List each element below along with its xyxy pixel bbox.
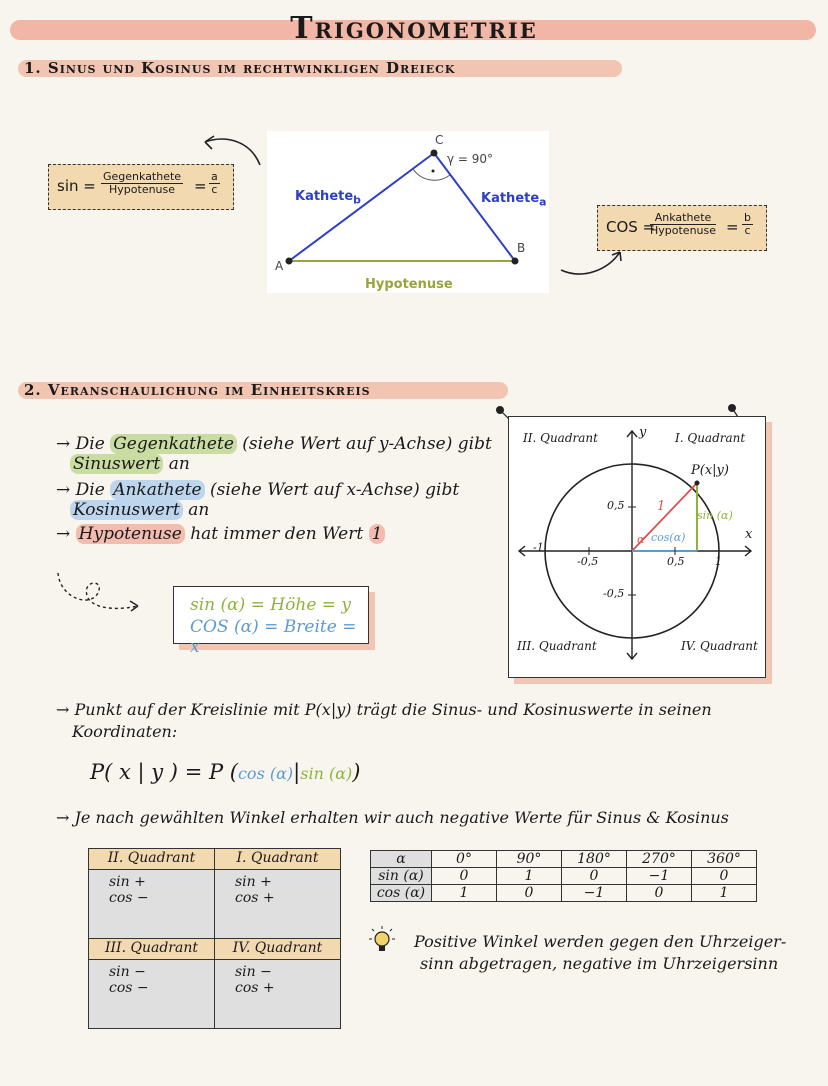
label-quadrant-1: I. Quadrant — [675, 431, 746, 445]
coordinate-equation — [90, 760, 360, 784]
cos-denominator: Hypotenuse — [650, 224, 717, 237]
section1-heading: 1. Sinus und Kosinus im rechtwinkligen Dreieck — [24, 59, 456, 77]
y-axis-label: y — [639, 425, 647, 440]
loop-arrow-icon — [50, 568, 150, 618]
sin-ratio-num: a — [211, 170, 218, 183]
label-quadrant-2: II. Quadrant — [523, 431, 598, 445]
hyp-value-highlight: 1 — [369, 524, 386, 544]
triangle-svg — [267, 131, 549, 293]
point-text-line2: Koordinaten: — [72, 722, 178, 741]
x-tick-05: 0,5 — [667, 555, 685, 568]
triangle-diagram — [267, 131, 549, 293]
right-angle-arc — [413, 169, 450, 180]
cos-alpha-label: cos(α) — [651, 531, 686, 544]
bullet-3: → Hypotenuse hat immer den Wert 1 — [56, 524, 385, 544]
hypotenuse-label: Hypotenuse — [365, 277, 453, 292]
sin-formula-lhs: sin = — [57, 177, 96, 195]
hypotenuse-highlight: Hypotenuse — [76, 524, 185, 544]
page-title: Trigonometrie — [290, 11, 538, 46]
quad-head-2: II. Quadrant — [89, 849, 215, 870]
vertex-a-label: A — [275, 259, 284, 273]
tip-line1: Positive Winkel werden gegen den Uhrzeiger- — [414, 932, 787, 951]
cos-formula-lhs: COS = — [606, 218, 656, 236]
unit-circle-svg — [509, 417, 765, 677]
sin-ratio-den: c — [211, 183, 218, 196]
bullet-1: → Die Gegenkathete (siehe Wert auf y-Achse) gibt Sinuswert an — [56, 434, 492, 474]
quad-cell-4: sin − cos + — [215, 960, 341, 1029]
coord-sep: | — [293, 760, 301, 784]
coord-end: ) — [352, 760, 361, 784]
sin-arrow-icon — [190, 130, 270, 170]
label-quadrant-4: IV. Quadrant — [681, 639, 758, 653]
sin-formula-ratio — [209, 171, 220, 196]
vertex-c-label: C — [435, 133, 444, 147]
sin-formula-fraction — [101, 171, 183, 196]
side-a-label: Kathete$_a$ — [481, 191, 547, 209]
kosinuswert-highlight: Kosinuswert — [70, 500, 183, 520]
point-p — [695, 481, 700, 486]
cos-definition: COS (α) = Breite = x — [190, 617, 357, 657]
vertex-a-dot — [286, 258, 293, 265]
vertex-b-label: B — [517, 241, 526, 255]
cos-ratio-num: b — [744, 211, 751, 224]
quad-head-3: III. Quadrant — [89, 939, 215, 960]
side-b-label: Kathete$_b$ — [295, 189, 361, 207]
point-p-label: P(x|y) — [691, 463, 729, 478]
vertex-c-dot — [431, 150, 438, 157]
section2-heading: 2. Veranschaulichung im Einheitskreis — [24, 381, 371, 399]
cos-numerator: Ankathete — [650, 212, 716, 225]
cos-formula-box — [597, 205, 767, 251]
cos-formula-eq: = — [726, 218, 739, 236]
side-b-line — [289, 153, 434, 261]
sin-alpha-label: sin (α) — [697, 509, 733, 522]
lightbulb-icon — [364, 924, 400, 960]
sin-formula-box — [48, 164, 234, 210]
cos-formula-ratio — [742, 212, 753, 237]
y-tick-05: 0,5 — [607, 499, 625, 512]
value-table-sin-row: sin (α) 0 1 0 −1 0 — [371, 868, 757, 885]
sin-formula-eq: = — [194, 177, 207, 195]
gegenkathete-highlight: Gegenkathete — [110, 434, 237, 454]
sin-definition: sin (α) = Höhe = y — [190, 595, 352, 615]
quad-head-4: IV. Quadrant — [215, 939, 341, 960]
x-axis-label: x — [745, 527, 753, 542]
quad-head-1: I. Quadrant — [215, 849, 341, 870]
sinuswert-highlight: Sinuswert — [70, 454, 163, 474]
value-table — [370, 850, 757, 902]
quad-cell-2: sin + cos − — [89, 870, 215, 939]
hyp-value-label: 1 — [657, 499, 666, 514]
unit-circle-diagram — [508, 416, 766, 678]
negative-values-text: → Je nach gewählten Winkel erhalten wir auch negative Werte für Sinus & Kosinus — [56, 808, 729, 827]
coord-eq: = P ( — [184, 760, 238, 784]
value-table-cos-row: cos (α) 1 0 −1 0 1 — [371, 885, 757, 902]
vertex-b-dot — [512, 258, 519, 265]
bullet-2: → Die Ankathete (siehe Wert auf x-Achse) gibt Kosinuswert an — [56, 480, 460, 520]
value-table-header: α 0° 90° 180° 270° 360° — [371, 851, 757, 868]
point-text-line1: → Punkt auf der Kreislinie mit P(x|y) trägt die Sinus- und Kosinuswerte in seinen — [56, 700, 712, 719]
coord-sin: sin (α) — [300, 764, 353, 783]
cos-formula-fraction — [650, 212, 716, 237]
x-tick-m1: -1 — [533, 541, 544, 554]
definition-box — [173, 586, 369, 657]
x-tick-m05: -0,5 — [577, 555, 599, 568]
x-tick-1: 1 — [715, 555, 722, 568]
coord-cos: cos (α) — [237, 764, 294, 783]
tip-line2: sinn abgetragen, negative im Uhrzeigersinn — [420, 954, 779, 973]
quadrant-sign-table — [88, 848, 341, 1029]
quad-cell-1: sin + cos + — [215, 870, 341, 939]
coord-lhs: P( x | y ) — [90, 760, 178, 784]
cos-ratio-den: c — [744, 224, 751, 237]
angle-label: γ = 90° — [447, 152, 494, 166]
alpha-label: α — [637, 533, 645, 546]
ankathete-highlight: Ankathete — [110, 480, 204, 500]
y-tick-m05: -0,5 — [603, 587, 625, 600]
sin-denominator: Hypotenuse — [109, 183, 176, 196]
sin-numerator: Gegenkathete — [103, 170, 182, 183]
quad-cell-3: sin − cos − — [89, 960, 215, 1029]
label-quadrant-3: III. Quadrant — [517, 639, 597, 653]
